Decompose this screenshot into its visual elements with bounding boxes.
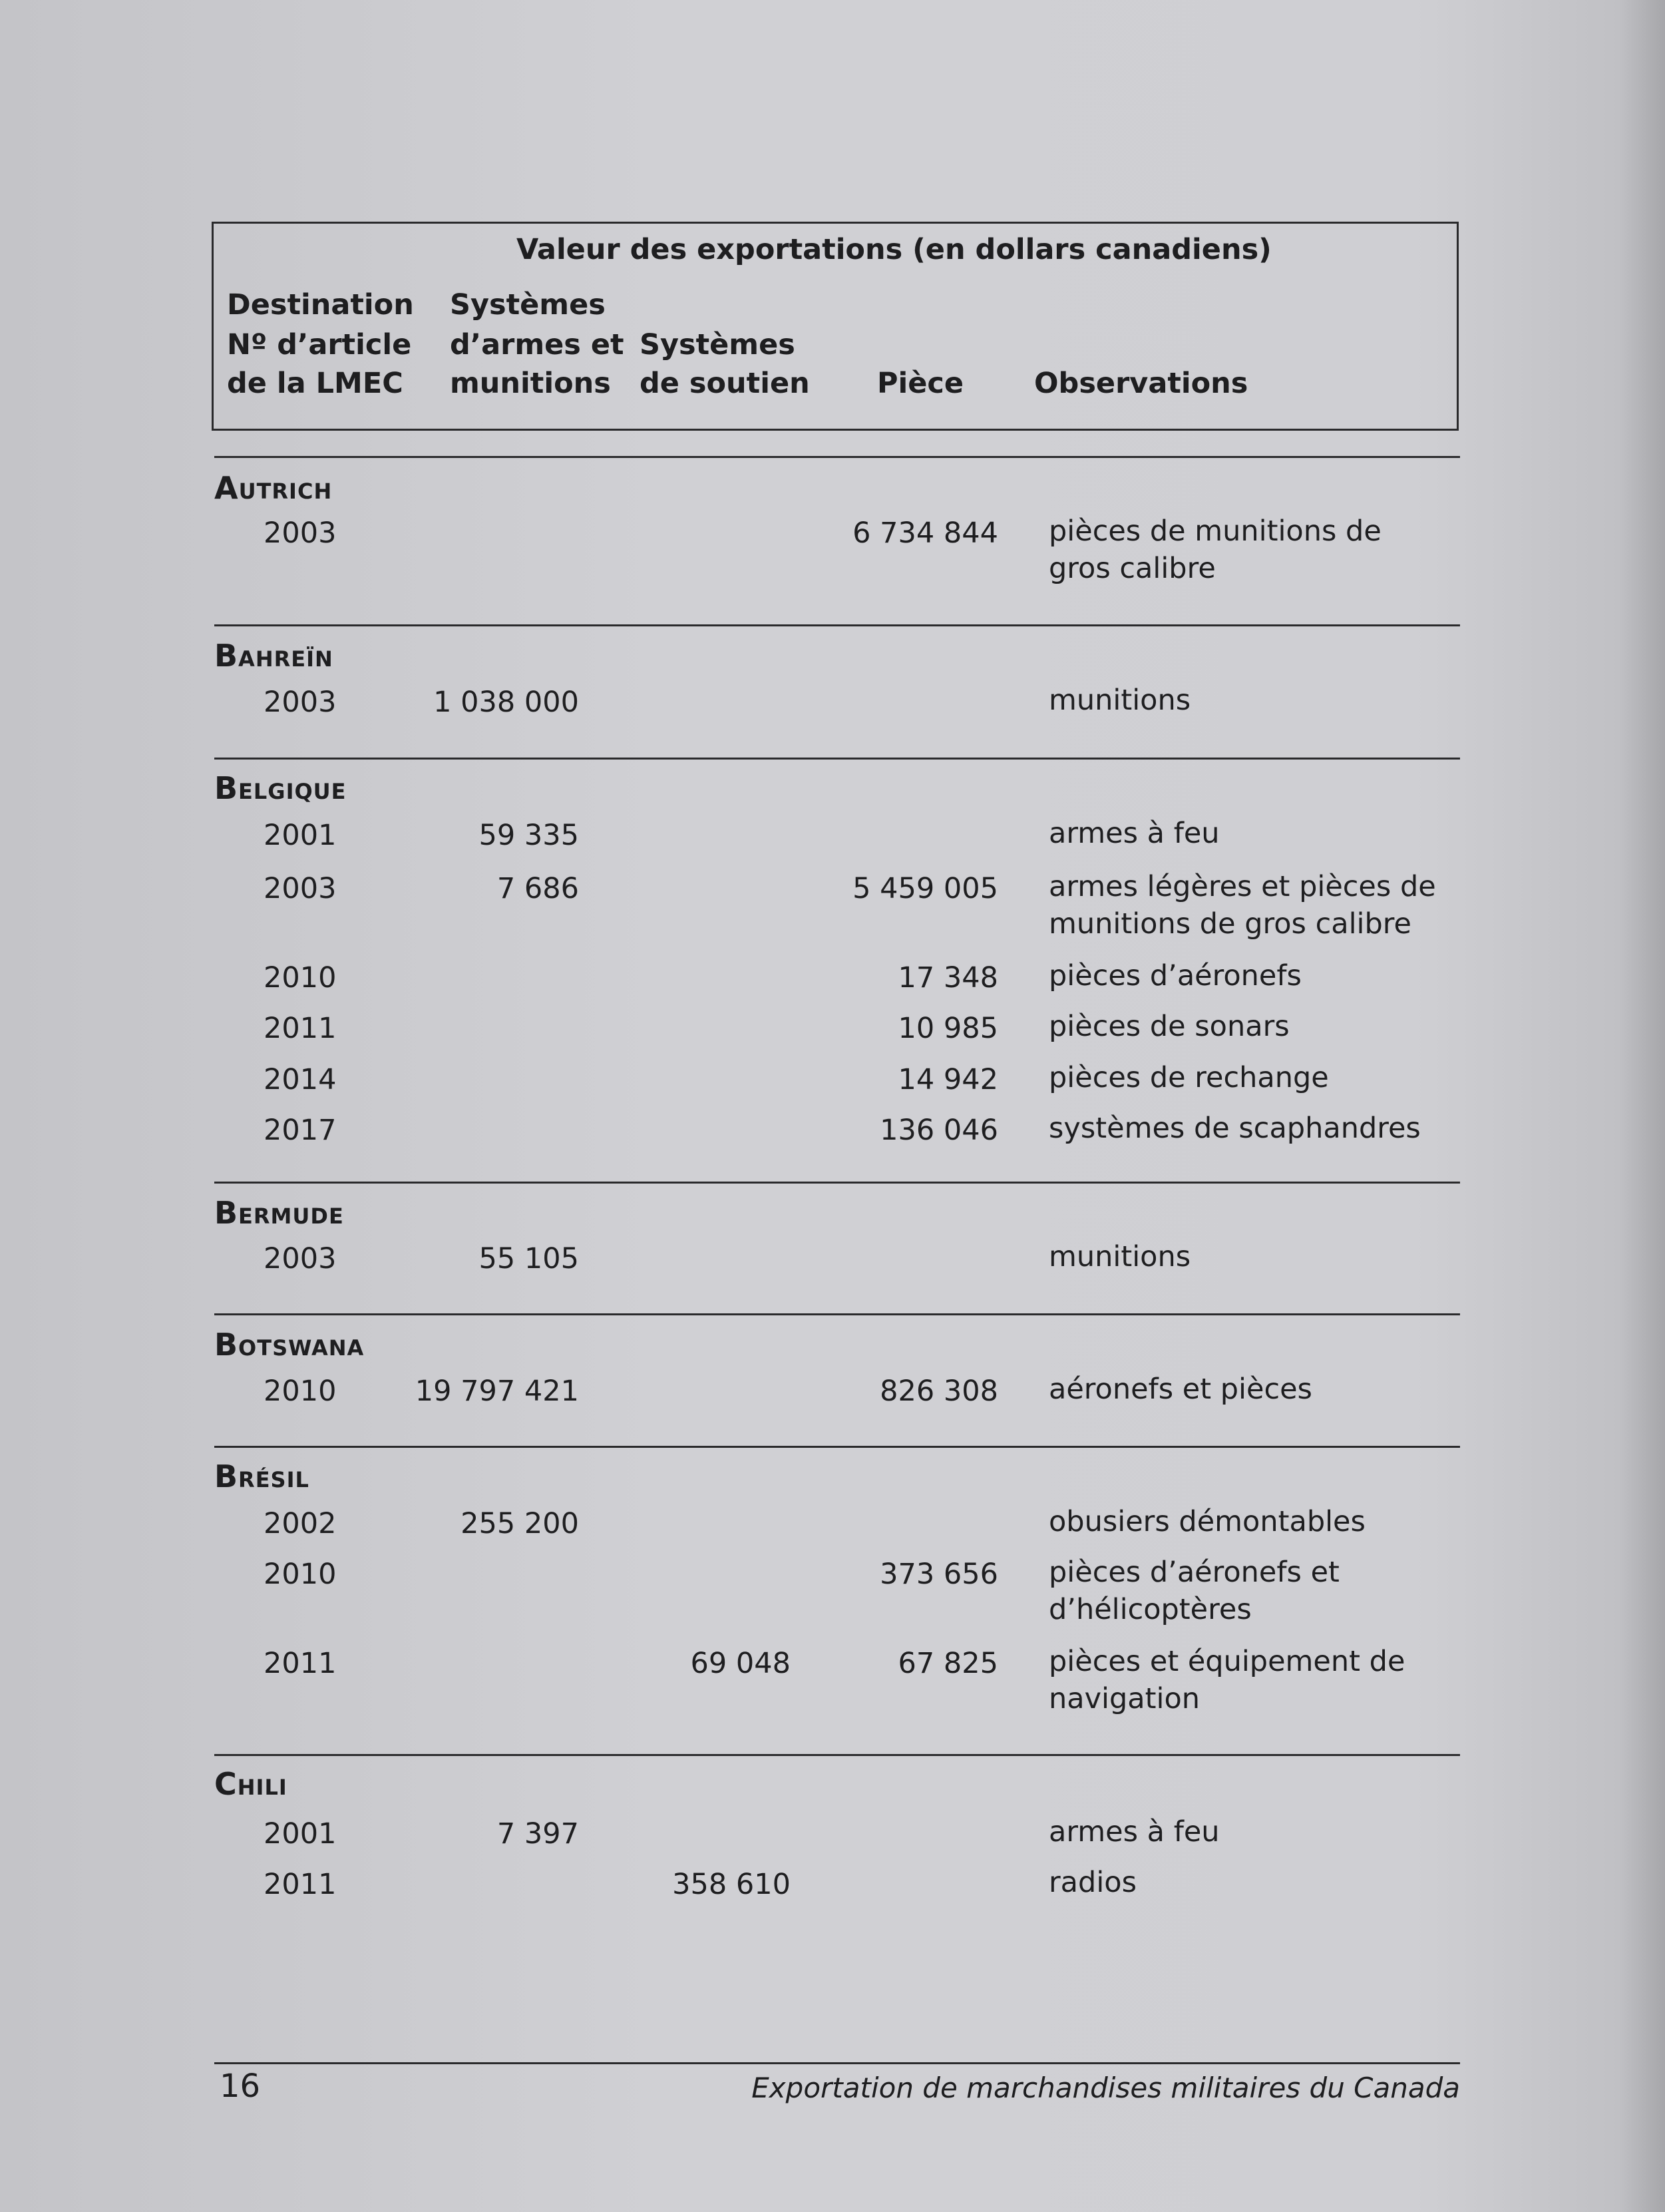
row-year: 2003 <box>264 686 337 719</box>
row-observation: radios <box>1049 1866 1137 1899</box>
book-spine-shadow <box>1618 0 1665 2212</box>
row-year: 2010 <box>264 961 337 995</box>
row-piece-value: 826 308 <box>880 1375 998 1408</box>
header-col3: Pièce <box>877 367 964 400</box>
row-observation: pièces de rechange <box>1049 1061 1329 1094</box>
row-year: 2003 <box>264 872 337 905</box>
row-armes-value: 1 038 000 <box>433 686 579 719</box>
row-armes-value: 255 200 <box>461 1507 579 1540</box>
row-observation: obusiers démontables <box>1049 1505 1366 1538</box>
publication-title: Exportation de marchandises militaires du Canada <box>751 2072 1460 2104</box>
row-observation: armes à feu <box>1049 817 1220 850</box>
row-armes-value: 59 335 <box>478 819 579 852</box>
row-observation: pièces d’aéronefs <box>1049 959 1302 993</box>
country-name: Chili <box>214 1766 287 1802</box>
row-armes-value: 55 105 <box>478 1242 579 1275</box>
row-year: 2003 <box>264 517 337 550</box>
row-soutien-value: 69 048 <box>690 1647 791 1680</box>
header-col1-line1: Systèmes <box>450 288 606 322</box>
header-col2-line2: de soutien <box>640 367 810 400</box>
row-observation: munitions <box>1049 684 1191 717</box>
row-observation: armes légères et pièces de munitions de gros calibre <box>1049 870 1436 941</box>
row-observation: pièces de munitions de gros calibre <box>1049 515 1382 585</box>
section-divider <box>214 758 1460 760</box>
row-armes-value: 7 397 <box>496 1817 579 1851</box>
row-year: 2011 <box>264 1012 337 1045</box>
header-group-title: Valeur des exportations (en dollars canadiens) <box>516 233 1272 266</box>
country-name: Bermude <box>214 1195 344 1231</box>
row-year: 2011 <box>264 1647 337 1680</box>
row-observation: pièces d’aéronefs et d’hélicoptères <box>1049 1556 1340 1626</box>
row-piece-value: 373 656 <box>880 1558 998 1591</box>
section-divider <box>214 1182 1460 1184</box>
country-name: Brésil <box>214 1458 309 1494</box>
header-col1-line3: munitions <box>450 367 611 400</box>
row-piece-value: 14 942 <box>898 1063 998 1096</box>
country-name: Bahreïn <box>214 638 333 674</box>
row-observation: armes à feu <box>1049 1815 1220 1849</box>
row-year: 2001 <box>264 819 337 852</box>
row-soutien-value: 358 610 <box>672 1868 791 1901</box>
header-col1-line2: d’armes et <box>450 328 624 361</box>
section-divider <box>214 624 1460 626</box>
country-name: Autrich <box>214 470 333 506</box>
row-year: 2002 <box>264 1507 337 1540</box>
row-year: 2017 <box>264 1114 337 1147</box>
header-col2-line1: Systèmes <box>640 328 795 361</box>
row-piece-value: 10 985 <box>898 1012 998 1045</box>
header-col4: Observations <box>1034 367 1248 400</box>
section-divider <box>214 1754 1460 1756</box>
row-armes-value: 19 797 421 <box>415 1375 579 1408</box>
row-piece-value: 17 348 <box>898 961 998 995</box>
header-article-1: Nº d’article <box>227 328 412 361</box>
row-year: 2011 <box>264 1868 337 1901</box>
page-number: 16 <box>220 2068 261 2105</box>
header-article-2: de la LMEC <box>227 367 403 400</box>
row-piece-value: 5 459 005 <box>852 872 998 905</box>
row-observation: systèmes de scaphandres <box>1049 1112 1421 1145</box>
section-divider <box>214 1313 1460 1315</box>
country-name: Botswana <box>214 1327 365 1363</box>
header-destination: Destination <box>227 288 414 322</box>
row-year: 2001 <box>264 1817 337 1851</box>
row-piece-value: 136 046 <box>880 1114 998 1147</box>
row-piece-value: 67 825 <box>898 1647 998 1680</box>
row-year: 2014 <box>264 1063 337 1096</box>
row-piece-value: 6 734 844 <box>852 517 998 550</box>
row-observation: pièces de sonars <box>1049 1010 1290 1043</box>
row-year: 2010 <box>264 1558 337 1591</box>
table-header-box <box>212 222 1459 431</box>
section-divider <box>214 1446 1460 1448</box>
row-observation: aéronefs et pièces <box>1049 1373 1312 1406</box>
row-year: 2003 <box>264 1242 337 1275</box>
row-observation: pièces et équipement de navigation <box>1049 1645 1405 1715</box>
row-year: 2010 <box>264 1375 337 1408</box>
row-armes-value: 7 686 <box>496 872 579 905</box>
footer-rule <box>214 2062 1460 2064</box>
section-divider <box>214 456 1460 458</box>
row-observation: munitions <box>1049 1240 1191 1273</box>
country-name: Belgique <box>214 770 347 806</box>
